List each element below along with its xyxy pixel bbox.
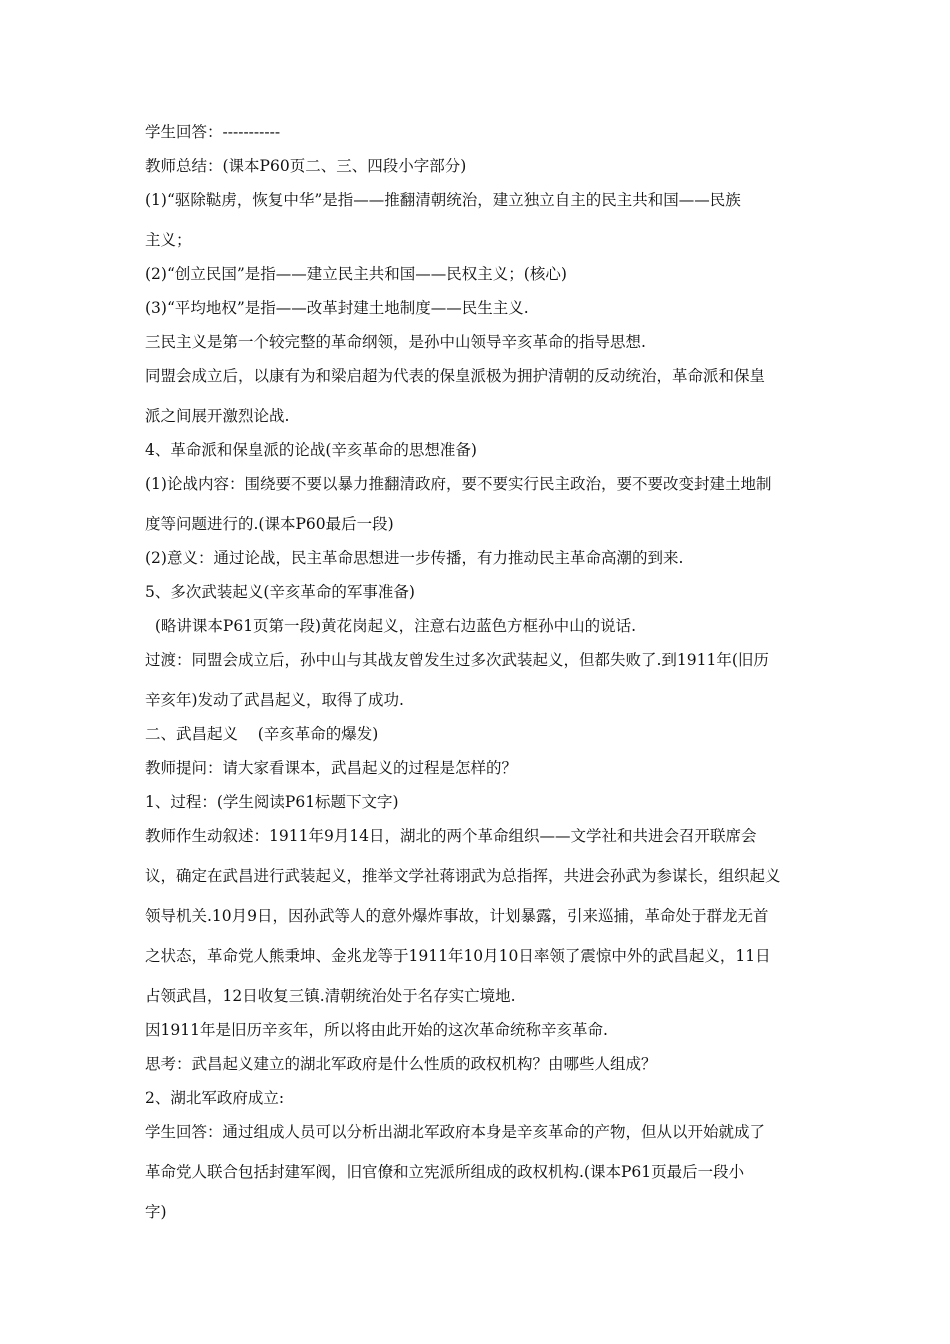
text-line: 过渡：同盟会成立后，孙中山与其战友曾发生过多次武装起义，但都失败了.到1911年(旧历 [145,651,769,669]
text-line: (3)“平均地权”是指——改革封建土地制度——民生主义. [145,299,529,317]
text-line: (1)“驱除鞑虏，恢复中华”是指——推翻清朝统治，建立独立自主的民主共和国——民族 [145,191,741,209]
section-heading: 5、多次武装起义(辛亥革命的军事准备) [145,583,415,601]
section-heading: 二、武昌起义 (辛亥革命的爆发) [145,725,379,743]
text-line: 派之间展开激烈论战. [145,407,290,425]
text-line: (2)意义：通过论战，民主革命思想进一步传播，有力推动民主革命高潮的到来. [145,549,684,567]
text-line: 教师提问：请大家看课本，武昌起义的过程是怎样的？ [145,759,518,777]
text-line: 学生回答：----------- [145,123,281,141]
text-line: 占领武昌，12日收复三镇.清朝统治处于名存实亡境地. [145,987,516,1005]
text-line: 之状态，革命党人熊秉坤、金兆龙等于1911年10月10日率领了震惊中外的武昌起义，11日 [145,947,771,965]
text-line: 教师作生动叙述：1911年9月14日，湖北的两个革命组织——文学社和共进会召开联席会 [145,827,757,845]
section-heading: 1、过程：(学生阅读P61标题下文字) [145,793,399,811]
text-line: 辛亥年)发动了武昌起义，取得了成功. [145,691,404,709]
document-body [145,123,815,1237]
text-line: 议，确定在武昌进行武装起义，推举文学社蒋诩武为总指挥，共进会孙武为参谋长，组织起义 [145,867,781,885]
text-line: 度等问题进行的.(课本P60最后一段) [145,515,394,533]
text-line: 革命党人联合包括封建军阀，旧官僚和立宪派所组成的政权机构.(课本P61页最后一段小 [145,1163,745,1181]
text-line: 因1911年是旧历辛亥年，所以将由此开始的这次革命统称辛亥革命. [145,1021,608,1039]
text-line: 教师总结：(课本P60页二、三、四段小字部分) [145,157,467,175]
section-heading: 4、革命派和保皇派的论战(辛亥革命的思想准备) [145,441,477,459]
text-line: 三民主义是第一个较完整的革命纲领，是孙中山领导辛亥革命的指导思想. [145,333,646,351]
text-line: 字) [145,1203,167,1221]
text-line: 学生回答：通过组成人员可以分析出湖北军政府本身是辛亥革命的产物，但从以开始就成了 [145,1123,766,1141]
text-line: 主义； [145,231,192,249]
text-line: (2)“创立民国”是指——建立民主共和国——民权主义；(核心) [145,265,567,283]
text-line: (略讲课本P61页第一段)黄花岗起义，注意右边蓝色方框孙中山的说话. [145,617,637,635]
text-line: 同盟会成立后，以康有为和梁启超为代表的保皇派极为拥护清朝的反动统治，革命派和保皇 [145,367,766,385]
text-line: (1)论战内容：围绕要不要以暴力推翻清政府，要不要实行民主政治，要不要改变封建土地制 [145,475,772,493]
text-line: 领导机关.10月9日，因孙武等人的意外爆炸事故，计划暴露，引来巡捕，革命处于群龙无首 [145,907,769,925]
section-heading: 2、湖北军政府成立: [145,1089,285,1107]
text-line: 思考：武昌起义建立的湖北军政府是什么性质的政权机构？由哪些人组成？ [145,1055,657,1073]
